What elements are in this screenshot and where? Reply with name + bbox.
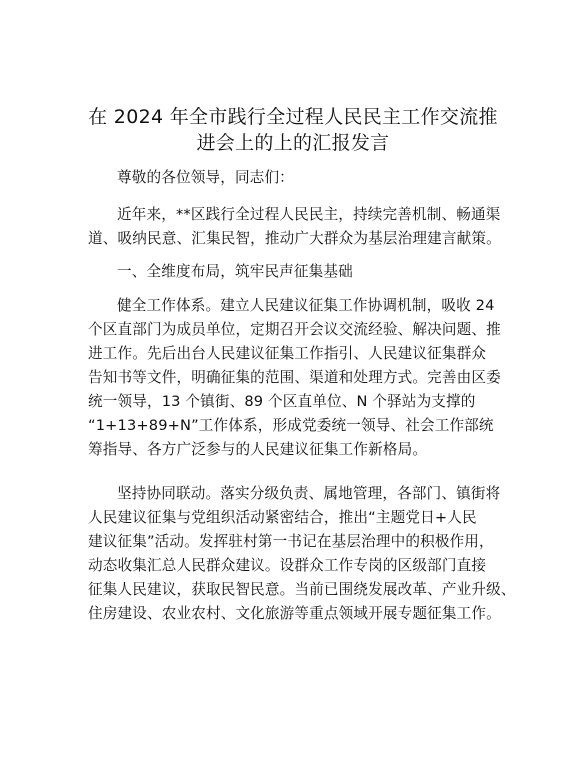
section-heading-1: 一、全维度布局，筑牢民声征集基础 (117, 263, 353, 280)
para2-line-5: 征集人民建议，获取民智民意。当前已围绕发展改革、产业升级、 (88, 581, 516, 598)
para1-line-5: 统一领导，13 个镇街、89 个区直单位、N 个驿站为支撑的 (88, 393, 476, 410)
para1-line-6: “1+13+89+N”工作体系，形成党委统一领导、社会工作部统 (88, 417, 494, 434)
salutation: 尊敬的各位领导，同志们： (117, 169, 294, 186)
para1-line-3: 进工作。先后出台人民建议征集工作指引、人民建议征集群众 (88, 345, 487, 362)
document-title-line-2: 进会上的上的汇报发言 (196, 132, 390, 154)
document-title-line-1: 在 2024 年全市践行全过程人民民主工作交流推 (88, 106, 498, 128)
para2-line-3: 建议征集”活动。发挥驻村第一书记在基层治理中的积极作用， (88, 533, 494, 550)
para2-line-2: 人民建议征集与党组织活动紧密结合，推出“主题党日+人民 (88, 509, 477, 526)
intro-line-2: 道、吸纳民意、汇集民智，推动广大群众为基层治理建言献策。 (88, 230, 501, 247)
para2-line-4: 动态收集汇总人民群众建议。设群众工作专岗的区级部门直接 (88, 557, 487, 574)
para2-line-1: 坚持协同联动。落实分级负责、属地管理，各部门、镇街将 (117, 485, 501, 502)
para1-line-2: 个区直部门为成员单位，定期召开会议交流经验、解决问题、推 (88, 321, 501, 338)
para2-line-6: 住房建设、农业农村、文化旅游等重点领域开展专题征集工作。 (88, 605, 501, 622)
para1-line-4: 告知书等文件，明确征集的范围、渠道和处理方式。完善由区委 (88, 369, 501, 386)
para1-line-7: 筹指导、各方广泛参与的人民建议征集工作新格局。 (88, 441, 428, 458)
para1-line-1: 健全工作体系。建立人民建议征集工作协调机制，吸收 24 (117, 297, 495, 314)
intro-line-1: 近年来，**区践行全过程人民民主，持续完善机制、畅通渠 (117, 206, 501, 223)
